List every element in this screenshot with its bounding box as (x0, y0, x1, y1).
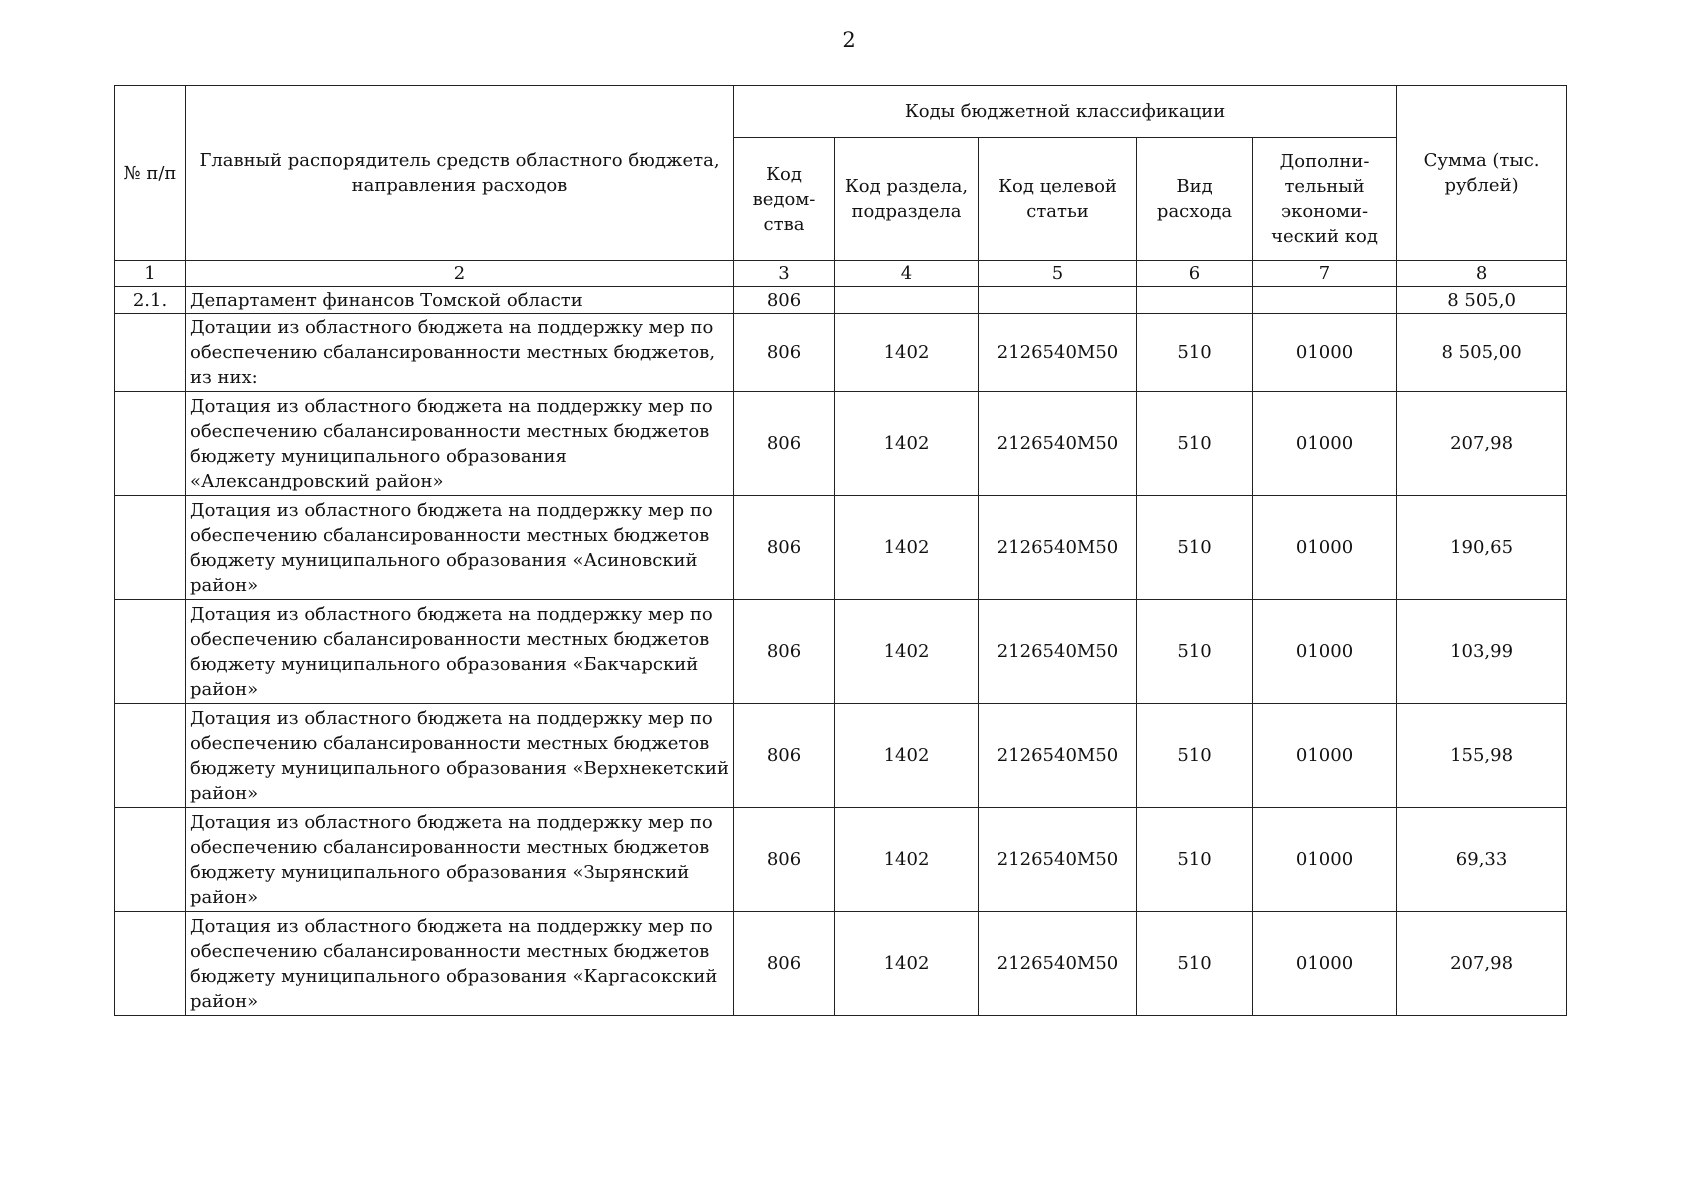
header-section-code: Код раздела, подраздела (835, 138, 979, 261)
row-expense-type: 510 (1137, 808, 1253, 912)
row-dept-code: 806 (734, 808, 835, 912)
column-number: 1 (115, 261, 186, 287)
column-number: 2 (186, 261, 734, 287)
row-section-code: 1402 (835, 704, 979, 808)
row-dept-code: 806 (734, 314, 835, 392)
column-number-row (115, 261, 1567, 287)
table-row (115, 392, 1567, 496)
empty-cell (979, 287, 1137, 314)
department-row (115, 287, 1567, 314)
row-extra-code: 01000 (1253, 496, 1397, 600)
column-number: 6 (1137, 261, 1253, 287)
row-section-code: 1402 (835, 808, 979, 912)
row-sum: 155,98 (1397, 704, 1567, 808)
row-extra-code: 01000 (1253, 704, 1397, 808)
row-extra-code: 01000 (1253, 600, 1397, 704)
row-dept-code: 806 (734, 600, 835, 704)
row-dept-code: 806 (734, 496, 835, 600)
header-target-code: Код целевой статьи (979, 138, 1137, 261)
row-target-code: 2126540M50 (979, 392, 1137, 496)
row-sum: 190,65 (1397, 496, 1567, 600)
row-target-code: 2126540M50 (979, 314, 1137, 392)
column-number: 7 (1253, 261, 1397, 287)
table-row (115, 912, 1567, 1016)
row-extra-code: 01000 (1253, 392, 1397, 496)
row-num (115, 392, 186, 496)
table-row (115, 808, 1567, 912)
header-extra-code: Дополни-тельный экономи-ческий код (1253, 138, 1397, 261)
row-target-code: 2126540M50 (979, 600, 1137, 704)
header-sum: Сумма (тыс. рублей) (1397, 86, 1567, 261)
row-dept-code: 806 (734, 912, 835, 1016)
row-expense-type: 510 (1137, 912, 1253, 1016)
row-extra-code: 01000 (1253, 912, 1397, 1016)
table-row (115, 600, 1567, 704)
row-section-code: 1402 (835, 392, 979, 496)
row-description: Дотация из областного бюджета на поддержку мер по обеспечению сбалансированности местных бюджетов бюджету муниципального образования «Бакчарский район» (186, 600, 734, 704)
row-num (115, 314, 186, 392)
row-description: Дотация из областного бюджета на поддержку мер по обеспечению сбалансированности местных бюджетов бюджету муниципального образования «Каргасокский район» (186, 912, 734, 1016)
empty-cell (835, 287, 979, 314)
row-num (115, 808, 186, 912)
column-number: 8 (1397, 261, 1567, 287)
table-row (115, 704, 1567, 808)
row-num (115, 704, 186, 808)
row-extra-code: 01000 (1253, 314, 1397, 392)
row-expense-type: 510 (1137, 496, 1253, 600)
row-description: Дотация из областного бюджета на поддержку мер по обеспечению сбалансированности местных бюджетов бюджету муниципального образования «Александровский район» (186, 392, 734, 496)
row-section-code: 1402 (835, 496, 979, 600)
row-sum: 207,98 (1397, 912, 1567, 1016)
row-extra-code: 01000 (1253, 808, 1397, 912)
row-dept-code: 806 (734, 392, 835, 496)
department-sum: 8 505,0 (1397, 287, 1567, 314)
row-num (115, 912, 186, 1016)
row-description: Дотация из областного бюджета на поддержку мер по обеспечению сбалансированности местных бюджетов бюджету муниципального образования «Асиновский район» (186, 496, 734, 600)
row-target-code: 2126540M50 (979, 704, 1137, 808)
table-row (115, 314, 1567, 392)
row-sum: 69,33 (1397, 808, 1567, 912)
row-target-code: 2126540M50 (979, 496, 1137, 600)
row-sum: 8 505,00 (1397, 314, 1567, 392)
row-expense-type: 510 (1137, 314, 1253, 392)
department-name: Департамент финансов Томской области (186, 287, 734, 314)
row-sum: 207,98 (1397, 392, 1567, 496)
row-expense-type: 510 (1137, 392, 1253, 496)
row-sum: 103,99 (1397, 600, 1567, 704)
column-number: 3 (734, 261, 835, 287)
header-expense-type: Вид расхода (1137, 138, 1253, 261)
page-number: 2 (842, 28, 856, 52)
row-num (115, 600, 186, 704)
row-expense-type: 510 (1137, 704, 1253, 808)
row-description: Дотация из областного бюджета на поддержку мер по обеспечению сбалансированности местных бюджетов бюджету муниципального образования «Зырянский район» (186, 808, 734, 912)
row-dept-code: 806 (734, 704, 835, 808)
column-number: 4 (835, 261, 979, 287)
column-number: 5 (979, 261, 1137, 287)
empty-cell (1253, 287, 1397, 314)
row-num (115, 496, 186, 600)
department-dept-code: 806 (734, 287, 835, 314)
row-target-code: 2126540M50 (979, 808, 1137, 912)
row-section-code: 1402 (835, 912, 979, 1016)
row-section-code: 1402 (835, 600, 979, 704)
empty-cell (1137, 287, 1253, 314)
budget-table (114, 85, 1567, 1016)
row-description: Дотации из областного бюджета на поддержку мер по обеспечению сбалансированности местных бюджетов, из них: (186, 314, 734, 392)
header-distributor: Главный распорядитель средств областного бюджета, направления расходов (186, 86, 734, 261)
header-codes-group: Коды бюджетной классификации (734, 86, 1397, 138)
header-dept-code: Код ведом-ства (734, 138, 835, 261)
department-num: 2.1. (115, 287, 186, 314)
table-row (115, 496, 1567, 600)
row-section-code: 1402 (835, 314, 979, 392)
header-num: № п/п (115, 86, 186, 261)
row-target-code: 2126540M50 (979, 912, 1137, 1016)
row-expense-type: 510 (1137, 600, 1253, 704)
row-description: Дотация из областного бюджета на поддержку мер по обеспечению сбалансированности местных бюджетов бюджету муниципального образования «Верхнекетский район» (186, 704, 734, 808)
